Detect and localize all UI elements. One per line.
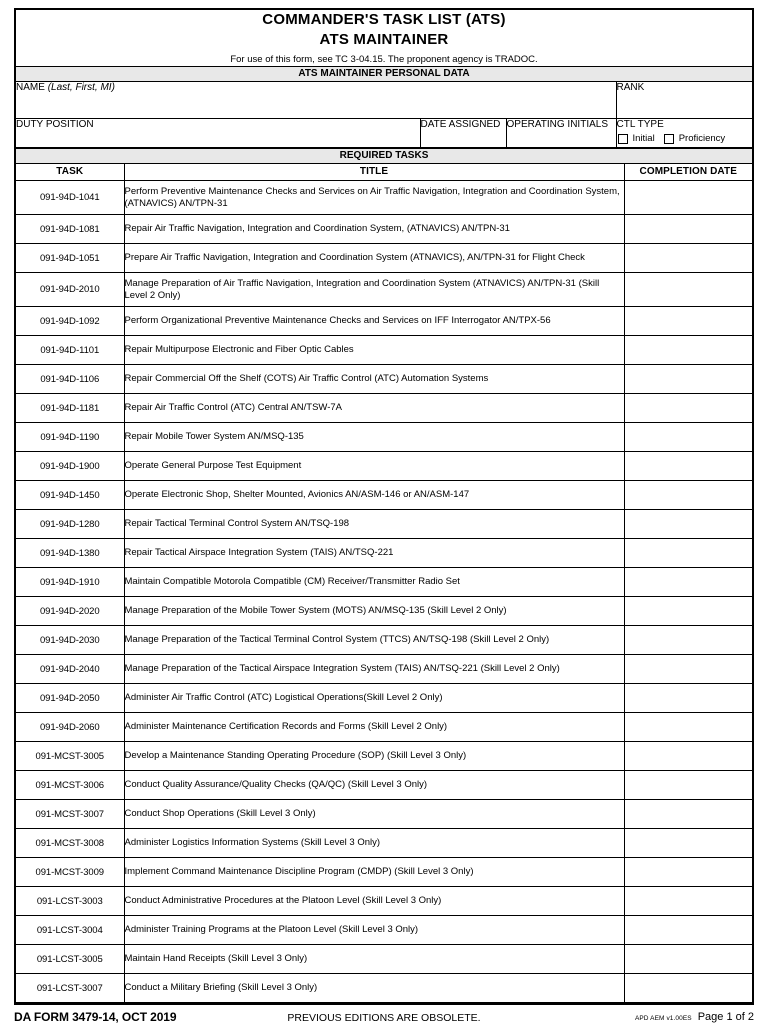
completion-date-cell[interactable] bbox=[624, 510, 752, 539]
name-rank-row bbox=[16, 82, 752, 119]
table-row bbox=[16, 655, 752, 684]
task-number-cell: 091-94D-1092 bbox=[16, 307, 124, 336]
completion-date-cell[interactable] bbox=[624, 244, 752, 273]
task-title-cell: Conduct Shop Operations (Skill Level 3 Only) bbox=[124, 800, 624, 829]
tasks-body bbox=[16, 181, 752, 1003]
table-row bbox=[16, 742, 752, 771]
task-title-cell: Operate General Purpose Test Equipment bbox=[124, 452, 624, 481]
task-number-cell: 091-94D-2060 bbox=[16, 713, 124, 742]
form-title-primary: COMMANDER'S TASK LIST (ATS) bbox=[262, 11, 506, 28]
task-title-cell: Administer Maintenance Certification Records and Forms (Skill Level 2 Only) bbox=[124, 713, 624, 742]
completion-date-cell[interactable] bbox=[624, 215, 752, 244]
completion-date-cell[interactable] bbox=[624, 829, 752, 858]
completion-date-cell[interactable] bbox=[624, 887, 752, 916]
table-row bbox=[16, 336, 752, 365]
task-title-cell: Repair Mobile Tower System AN/MSQ-135 bbox=[124, 423, 624, 452]
date-assigned-value[interactable] bbox=[421, 131, 506, 133]
checkbox-initial[interactable] bbox=[618, 134, 628, 144]
table-row bbox=[16, 945, 752, 974]
completion-date-cell[interactable] bbox=[624, 713, 752, 742]
checkbox-initial-label: Initial bbox=[632, 133, 655, 144]
completion-date-cell[interactable] bbox=[624, 307, 752, 336]
task-number-cell: 091-LCST-3005 bbox=[16, 945, 124, 974]
table-row bbox=[16, 481, 752, 510]
table-row bbox=[16, 771, 752, 800]
task-number-cell: 091-94D-1910 bbox=[16, 568, 124, 597]
task-title-cell: Perform Organizational Preventive Maintenance Checks and Services on IFF Interrogator AN/TPX-56 bbox=[124, 307, 624, 336]
header-table bbox=[16, 10, 752, 148]
table-row bbox=[16, 800, 752, 829]
task-title-cell: Maintain Hand Receipts (Skill Level 3 Only) bbox=[124, 945, 624, 974]
task-number-cell: 091-94D-1041 bbox=[16, 181, 124, 215]
form-footer bbox=[14, 1010, 754, 1030]
task-number-cell: 091-94D-1051 bbox=[16, 244, 124, 273]
task-number-cell: 091-LCST-3003 bbox=[16, 887, 124, 916]
column-header-title: TITLE bbox=[124, 164, 624, 181]
required-tasks-table bbox=[16, 148, 752, 1003]
task-title-cell: Conduct a Military Briefing (Skill Level 3 Only) bbox=[124, 974, 624, 1003]
personal-data-band: ATS MAINTAINER PERSONAL DATA bbox=[16, 67, 752, 82]
task-title-cell: Repair Tactical Airspace Integration System (TAIS) AN/TSQ-221 bbox=[124, 539, 624, 568]
ctl-type-options bbox=[617, 134, 753, 144]
required-tasks-band-row bbox=[16, 149, 752, 164]
task-number-cell: 091-MCST-3005 bbox=[16, 742, 124, 771]
task-title-cell: Conduct Administrative Procedures at the Platoon Level (Skill Level 3 Only) bbox=[124, 887, 624, 916]
ctl-type-label: CTL TYPE bbox=[616, 119, 664, 130]
completion-date-cell[interactable] bbox=[624, 916, 752, 945]
task-number-cell: 091-MCST-3008 bbox=[16, 829, 124, 858]
table-row bbox=[16, 829, 752, 858]
task-number-cell: 091-94D-1280 bbox=[16, 510, 124, 539]
table-row bbox=[16, 510, 752, 539]
task-number-cell: 091-MCST-3009 bbox=[16, 858, 124, 887]
table-row bbox=[16, 365, 752, 394]
name-hint-text: (Last, First, MI) bbox=[47, 82, 115, 93]
footer-apd-version: APD AEM v1.00ES bbox=[634, 1015, 692, 1022]
task-number-cell: 091-94D-1380 bbox=[16, 539, 124, 568]
task-number-cell: 091-94D-2030 bbox=[16, 626, 124, 655]
completion-date-cell[interactable] bbox=[624, 568, 752, 597]
table-row bbox=[16, 394, 752, 423]
completion-date-cell[interactable] bbox=[624, 945, 752, 974]
form-title-secondary: ATS MAINTAINER bbox=[319, 31, 449, 48]
task-number-cell: 091-MCST-3007 bbox=[16, 800, 124, 829]
form-subtitle: For use of this form, see TC 3-04.15. The proponent agency is TRADOC. bbox=[230, 54, 538, 65]
completion-date-cell[interactable] bbox=[624, 481, 752, 510]
completion-date-cell[interactable] bbox=[624, 800, 752, 829]
task-number-cell: 091-94D-2040 bbox=[16, 655, 124, 684]
task-number-cell: 091-LCST-3004 bbox=[16, 916, 124, 945]
table-row bbox=[16, 626, 752, 655]
task-title-cell: Repair Multipurpose Electronic and Fiber Optic Cables bbox=[124, 336, 624, 365]
task-number-cell: 091-94D-2010 bbox=[16, 273, 124, 307]
column-header-task: TASK bbox=[16, 164, 124, 181]
task-title-cell: Operate Electronic Shop, Shelter Mounted, Avionics AN/ASM-146 or AN/ASM-147 bbox=[124, 481, 624, 510]
duty-position-value[interactable] bbox=[16, 131, 420, 133]
duty-row bbox=[16, 119, 752, 148]
task-title-cell: Develop a Maintenance Standing Operating Procedure (SOP) (Skill Level 3 Only) bbox=[124, 742, 624, 771]
tasks-header-row bbox=[16, 164, 752, 181]
completion-date-cell[interactable] bbox=[624, 365, 752, 394]
completion-date-cell[interactable] bbox=[624, 858, 752, 887]
name-field-cell[interactable] bbox=[16, 82, 616, 119]
task-title-cell: Repair Air Traffic Control (ATC) Central AN/TSW-7A bbox=[124, 394, 624, 423]
task-number-cell: 091-94D-1106 bbox=[16, 365, 124, 394]
completion-date-cell[interactable] bbox=[624, 626, 752, 655]
task-number-cell: 091-94D-1190 bbox=[16, 423, 124, 452]
completion-date-cell[interactable] bbox=[624, 684, 752, 713]
required-tasks-band: REQUIRED TASKS bbox=[16, 149, 752, 164]
footer-previous-editions: PREVIOUS EDITIONS ARE OBSOLETE. bbox=[287, 1012, 481, 1024]
operating-initials-label: OPERATING INITIALS bbox=[506, 119, 608, 130]
task-title-cell: Manage Preparation of Air Traffic Navigation, Integration and Coordination System (ATNAVICS) AN/TPN-31 (Skill Level 2 Only) bbox=[124, 273, 624, 307]
table-row bbox=[16, 273, 752, 307]
operating-initials-value[interactable] bbox=[507, 131, 616, 133]
task-number-cell: 091-94D-1101 bbox=[16, 336, 124, 365]
task-title-cell: Perform Preventive Maintenance Checks and Services on Air Traffic Navigation, Integration and Coordination System, (ATNAVICS) AN/TPN-31 bbox=[124, 181, 624, 215]
duty-position-cell[interactable] bbox=[16, 119, 420, 148]
task-title-cell: Prepare Air Traffic Navigation, Integration and Coordination System (ATNAVICS), AN/TPN-31 for Flight Check bbox=[124, 244, 624, 273]
footer-page-number: Page 1 of 2 bbox=[697, 1011, 754, 1023]
table-row bbox=[16, 684, 752, 713]
completion-date-cell[interactable] bbox=[624, 771, 752, 800]
completion-date-cell[interactable] bbox=[624, 273, 752, 307]
duty-position-label: DUTY POSITION bbox=[16, 119, 94, 130]
completion-date-cell[interactable] bbox=[624, 452, 752, 481]
table-row bbox=[16, 974, 752, 1003]
table-row bbox=[16, 244, 752, 273]
rank-label: RANK bbox=[616, 82, 645, 93]
task-title-cell: Repair Air Traffic Navigation, Integration and Coordination System, (ATNAVICS) AN/TPN-31 bbox=[124, 215, 624, 244]
task-number-cell: 091-94D-2050 bbox=[16, 684, 124, 713]
table-row bbox=[16, 423, 752, 452]
footer-form-id: DA FORM 3479-14, OCT 2019 bbox=[14, 1010, 177, 1024]
checkbox-proficiency[interactable] bbox=[664, 134, 674, 144]
table-row bbox=[16, 181, 752, 215]
personal-data-band-row bbox=[16, 67, 752, 82]
task-number-cell: 091-94D-1900 bbox=[16, 452, 124, 481]
task-title-cell: Manage Preparation of the Mobile Tower System (MOTS) AN/MSQ-135 (Skill Level 2 Only) bbox=[124, 597, 624, 626]
table-row bbox=[16, 215, 752, 244]
checkbox-proficiency-label: Proficiency bbox=[678, 133, 726, 144]
table-row bbox=[16, 887, 752, 916]
task-title-cell: Repair Tactical Terminal Control System AN/TSQ-198 bbox=[124, 510, 624, 539]
completion-date-cell[interactable] bbox=[624, 423, 752, 452]
table-row bbox=[16, 452, 752, 481]
name-label bbox=[16, 82, 616, 94]
table-row bbox=[16, 568, 752, 597]
completion-date-cell[interactable] bbox=[624, 394, 752, 423]
operating-initials-cell[interactable] bbox=[506, 119, 616, 148]
task-title-cell: Manage Preparation of the Tactical Airspace Integration System (TAIS) AN/TSQ-221 (Skill Level 2 Only) bbox=[124, 655, 624, 684]
table-row bbox=[16, 307, 752, 336]
completion-date-cell[interactable] bbox=[624, 539, 752, 568]
title-row bbox=[16, 10, 752, 67]
completion-date-cell[interactable] bbox=[624, 655, 752, 684]
table-row bbox=[16, 858, 752, 887]
task-title-cell: Administer Air Traffic Control (ATC) Logistical Operations(Skill Level 2 Only) bbox=[124, 684, 624, 713]
task-title-cell: Manage Preparation of the Tactical Terminal Control System (TTCS) AN/TSQ-198 (Skill Level 2 Only) bbox=[124, 626, 624, 655]
name-value[interactable] bbox=[16, 94, 616, 96]
column-header-completion-date: COMPLETION DATE bbox=[624, 164, 752, 181]
table-row bbox=[16, 713, 752, 742]
task-title-cell: Conduct Quality Assurance/Quality Checks (QA/QC) (Skill Level 3 Only) bbox=[124, 771, 624, 800]
completion-date-cell[interactable] bbox=[624, 974, 752, 1003]
date-assigned-cell[interactable] bbox=[420, 119, 506, 148]
task-number-cell: 091-94D-1450 bbox=[16, 481, 124, 510]
task-title-cell: Administer Training Programs at the Platoon Level (Skill Level 3 Only) bbox=[124, 916, 624, 945]
date-assigned-label: DATE ASSIGNED bbox=[420, 119, 501, 130]
completion-date-cell[interactable] bbox=[624, 336, 752, 365]
task-number-cell: 091-94D-1081 bbox=[16, 215, 124, 244]
task-title-cell: Administer Logistics Information Systems (Skill Level 3 Only) bbox=[124, 829, 624, 858]
title-cell bbox=[16, 10, 752, 67]
table-row bbox=[16, 539, 752, 568]
task-title-cell: Implement Command Maintenance Discipline Program (CMDP) (Skill Level 3 Only) bbox=[124, 858, 624, 887]
table-row bbox=[16, 597, 752, 626]
rank-field-cell[interactable] bbox=[616, 82, 752, 119]
name-label-text: NAME bbox=[16, 82, 45, 93]
completion-date-cell[interactable] bbox=[624, 597, 752, 626]
table-row bbox=[16, 916, 752, 945]
rank-value[interactable] bbox=[617, 94, 753, 96]
ctl-type-cell bbox=[616, 119, 752, 148]
task-title-cell: Maintain Compatible Motorola Compatible (CM) Receiver/Transmitter Radio Set bbox=[124, 568, 624, 597]
task-number-cell: 091-94D-1181 bbox=[16, 394, 124, 423]
task-number-cell: 091-94D-2020 bbox=[16, 597, 124, 626]
task-number-cell: 091-MCST-3006 bbox=[16, 771, 124, 800]
form-header-block bbox=[14, 8, 754, 1005]
footer-right-group bbox=[635, 1011, 754, 1023]
completion-date-cell[interactable] bbox=[624, 181, 752, 215]
task-title-cell: Repair Commercial Off the Shelf (COTS) Air Traffic Control (ATC) Automation Systems bbox=[124, 365, 624, 394]
task-number-cell: 091-LCST-3007 bbox=[16, 974, 124, 1003]
completion-date-cell[interactable] bbox=[624, 742, 752, 771]
